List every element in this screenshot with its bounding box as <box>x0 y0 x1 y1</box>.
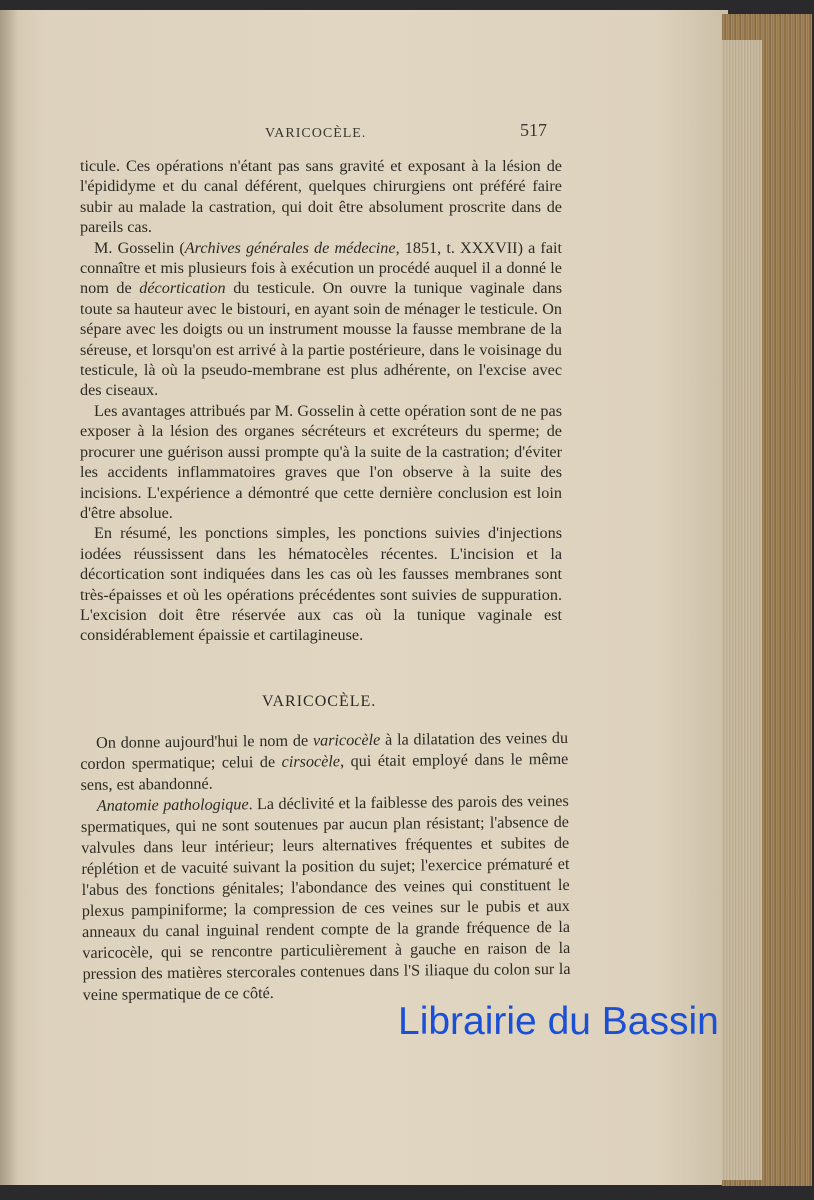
page-gutter-shadow <box>0 10 18 1185</box>
paragraph-5-term-2: cirsocèle <box>281 752 341 771</box>
paragraph-6-subheading: Anatomie pathologique <box>96 795 249 815</box>
page-number: 517 <box>520 120 547 140</box>
paragraph-2-text-b: , 1851, t. XXXVII) a fait connaître et mis plusieurs fois à exécution un procédé auquel il a donné le nom de <box>80 238 562 298</box>
paragraph-5-text-a: On donne aujourd'hui le nom de <box>96 731 313 752</box>
paragraph-5-text-b: à la dilatation des veines du cordon spermatique; celui de <box>80 728 569 773</box>
paragraph-3: Les avantages attribués par M. Gosselin à cette opération sont de ne pas exposer à la lésion des organes sécréteurs et excréteurs du sperme; de procurer une guérison aussi prompte qu'à la suite de la castration; d'éviter les accidents inflammatoires graves que l'on observe à la suite des incisions. L'expérience a démontré que cette dernière conclusion est loin d'être absolue. <box>80 401 562 522</box>
paragraph-4: En résumé, les ponctions simples, les ponctions suivies d'injections iodées réussissent dans les hématocèles récentes. L'incision et la décortication sont indiquées dans les cas où les fausses membranes sont très-épaisses et où les opérations précédentes sont suivies de suppuration. L'excision doit être réservée aux cas où la tunique vaginale est considérablement épaissie et cartilagineuse. <box>80 524 562 645</box>
paragraph-2-text-a: M. Gosselin ( <box>94 238 185 257</box>
running-title: VARICOCÈLE. <box>265 126 367 141</box>
paragraph-1: ticule. Ces opérations n'étant pas sans gravité et exposant à la lésion de l'épididyme et du canal déférent, quelques chirurgiens ont préféré faire subir au malade la castration, qui doit être absolument proscrite dans de pareils cas. <box>80 157 562 237</box>
paragraph-5-term-1: varicocèle <box>312 730 381 750</box>
paragraph-6-text: . La déclivité et la faiblesse des parois des veines spermatiques, qui ne sont soutenues par aucun plan résistant; l'absence de valvules dans leur intérieur; leurs alternatives fréquentes et subites de réplétion et de vacuité suivant la position du sujet; l'exercice prématuré et l'abus des fonctions génitales; l'abondance des veines qui constituent le plexus pampiniforme; la compression de ces veines sur le pubis et aux anneaux du canal inguinal rendent compte de la grande fréquence de la varicocèle, qui se rencontre particulièrement à gauche en raison de la pression des matières stercorales contenues dans l'S iliaque du colon sur la veine spermatique de ce côté. <box>80 791 571 1004</box>
watermark-text: Librairie du Bassin <box>398 1000 719 1043</box>
paragraph-2-term: décortication <box>139 279 226 298</box>
paragraph-2-text-c: du testicule. On ouvre la tunique vaginale dans toute sa hauteur avec le bistouri, en ayant soin de ménager le testicule. On sépare avec les doigts ou un instrument mousse la fausse membrane de la séreuse, et lorsqu'on est arrivé à la partie postérieure, dans le voisinage du testicule, là où la pseudo-membrane est plus adhérente, on l'excise avec des ciseaux. <box>80 279 562 400</box>
paragraph-5 <box>80 728 569 796</box>
body-text-top <box>80 156 562 646</box>
body-text-bottom <box>80 728 571 1006</box>
book-page-block <box>722 40 762 1180</box>
paragraph-2 <box>80 238 562 401</box>
section-title: VARICOCÈLE. <box>262 693 377 710</box>
paragraph-5-text-c: , qui était employé dans le même sens, est abandonné. <box>80 749 569 794</box>
page-header <box>80 118 580 144</box>
paragraph-2-journal-title: Archives générales de médecine <box>184 238 396 257</box>
paragraph-6 <box>81 791 571 1006</box>
